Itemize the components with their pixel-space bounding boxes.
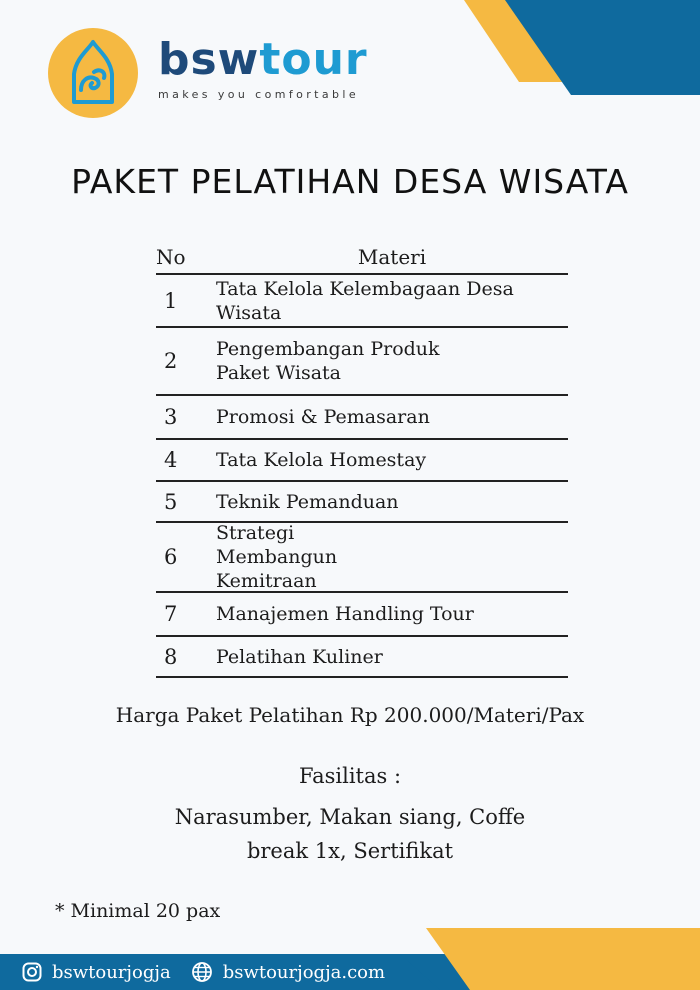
row-materi: Strategi Membangun Kemitraan: [216, 522, 338, 592]
table-header: [156, 240, 568, 275]
brand-name-accent: tour: [259, 34, 368, 85]
header-no: No: [156, 244, 186, 269]
row-no: 5: [164, 489, 178, 514]
footer-contacts: [0, 954, 440, 990]
row-no: 3: [164, 405, 178, 429]
row-no: 1: [164, 288, 178, 313]
row-materi: Pelatihan Kuliner: [216, 645, 383, 668]
materi-table: [156, 240, 568, 678]
facilities-line-2: break 1x, Sertifikat: [246, 839, 454, 863]
website-link: bswtourjogja.com: [222, 961, 386, 983]
facilities-line-1: Narasumber, Makan siang, Coffe: [174, 805, 526, 829]
table-row: [156, 396, 568, 440]
bswtour-logo: [48, 28, 138, 118]
row-materi: Teknik Pemanduan: [216, 490, 399, 513]
brand-name-main: bsw: [158, 34, 260, 85]
globe-icon: [191, 961, 213, 983]
facilities-list: [0, 800, 700, 868]
instagram-handle: bswtourjogja: [52, 961, 171, 983]
table-row: [156, 275, 568, 328]
row-no: 8: [164, 644, 178, 669]
brand-block: [158, 36, 368, 101]
row-materi: Pengembangan Produk Paket Wisata: [216, 338, 440, 384]
row-materi: Tata Kelola Homestay: [216, 449, 427, 471]
table-row: [156, 328, 568, 396]
footer-instagram[interactable]: [22, 962, 171, 983]
row-materi: Tata Kelola Kelembagaan Desa Wisata: [216, 277, 514, 324]
brand-tagline: makes you comfortable: [158, 88, 360, 101]
row-no: 7: [164, 602, 178, 626]
header-materi: Materi: [357, 244, 427, 269]
instagram-icon: [22, 962, 42, 982]
table-row: [156, 637, 568, 678]
table-row: [156, 523, 568, 593]
page-title: PAKET PELATIHAN DESA WISATA: [71, 162, 629, 201]
facilities-title: Fasilitas :: [298, 764, 402, 788]
table-row: [156, 440, 568, 482]
row-materi: Promosi & Pemasaran: [216, 406, 430, 428]
table-row: [156, 482, 568, 523]
price-text: Harga Paket Pelatihan Rp 200.000/Materi/Pax: [115, 703, 585, 727]
footer-website[interactable]: [191, 961, 385, 983]
row-no: 4: [164, 448, 178, 472]
row-no: 6: [164, 545, 178, 569]
table-row: [156, 593, 568, 637]
minimum-note: * Minimal 20 pax: [55, 900, 221, 922]
top-corner-decoration: [440, 0, 700, 95]
row-materi: Manajemen Handling Tour: [216, 603, 474, 625]
row-no: 2: [164, 349, 178, 373]
brand-name: [158, 36, 368, 84]
